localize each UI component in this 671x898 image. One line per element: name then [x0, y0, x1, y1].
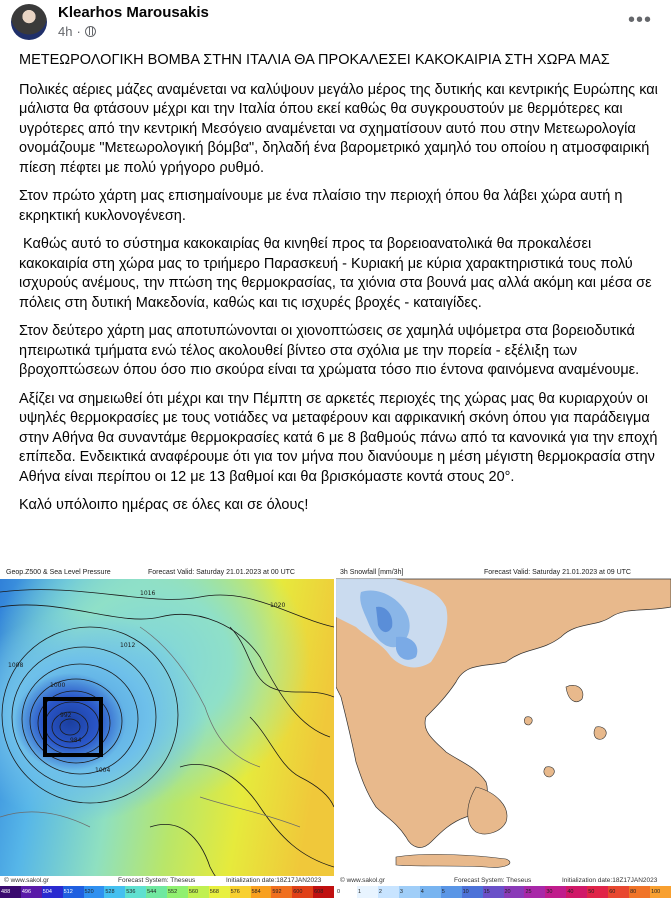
scale-swatch: 25 — [524, 886, 545, 898]
scale-swatch: 100 — [650, 886, 671, 898]
scale-swatch: 504 — [42, 886, 63, 898]
scale-swatch: 560 — [188, 886, 209, 898]
pressure-map-image[interactable] — [0, 567, 334, 898]
scale-swatch: 1 — [357, 886, 378, 898]
scale-swatch: 0 — [336, 886, 357, 898]
scale-swatch: 600 — [292, 886, 313, 898]
post-paragraph: Καλό υπόλοιπο ημέρας σε όλες και σε όλους! — [19, 497, 309, 513]
post-paragraph: Αξίζει να σημειωθεί ότι μέχρι και την Πέμπτη σε αρκετές περιοχές της χώρας μας θα κυριαρχούν οι υψηλές θερμοκρασίες με τους νοτιάδες να μεταφέρουν και αφρικανική σκόνη όπου για παράδειγμα στην Αθήνα θα συναντάμε θερμοκρασίες κατά 6 με 8 βαθμούς πάνω από τα κανονικά για την εποχή επίπεδα. Ενδεικτικά αναφέρουμε ότι για τον μήνα που διανύουμε η μέση μέγιστη θερμοκρασία στην Αθήνα είναι περίπου οι 12 με 13 βαθμοί και θα βρισκόμαστε κοντά στους 20°. — [19, 390, 658, 485]
post-images[interactable] — [0, 567, 671, 898]
scale-swatch: 4 — [420, 886, 441, 898]
post-paragraph: Πολικές αέριες μάζες αναμένεται να καλύψουν μεγάλο μέρος της δυτικής και κεντρικής Ευρώπης και μάλιστα θα φτάσουν μέχρι και την Ιταλία όπου εκεί καθώς θα συγκρουστούν με θερμότερες και υγρότερες από την κεντρική Μεσόγειο αναμένεται να σχηματίσουν αυτό που στην Μετεωρολογία ονομάζουμε "Μετεωρολογική βόμβα", δηλαδή ένα βαρομετρικό χαμηλό του οποίου η ατμοσφαιρική πίεση πέφτει με πολύ γρήγορο ρυθμό. — [19, 81, 658, 176]
more-options-icon[interactable]: ••• — [628, 9, 653, 31]
post-header — [0, 0, 671, 46]
avatar[interactable] — [11, 4, 47, 40]
post-paragraph: Στον πρώτο χάρτη μας επισημαίνουμε με ένα πλαίσιο την περιοχή όπου θα λάβει χώρα αυτή η εκρηκτική κυκλονογένεση. — [19, 188, 623, 224]
post-text — [19, 51, 659, 525]
scale-swatch: 15 — [483, 886, 504, 898]
snowfall-map-image[interactable] — [336, 567, 671, 898]
map-footer: © www.sakol.gr Forecast System: Theseus Initialization date:18Z17JAN2023 — [0, 876, 334, 886]
scale-swatch: 496 — [21, 886, 42, 898]
color-scale — [0, 886, 334, 898]
scale-swatch: 568 — [209, 886, 230, 898]
scale-swatch: 488 — [0, 886, 21, 898]
isobar-label: 1008 — [8, 662, 24, 669]
scale-swatch: 520 — [84, 886, 105, 898]
scale-swatch: 10 — [462, 886, 483, 898]
isobar-label: 1012 — [120, 642, 136, 649]
map-valid-time: Forecast Valid: Saturday 21.01.2023 at 09 UTC — [484, 569, 631, 576]
map-footer: © www.sakol.gr Forecast System: Theseus Initialization date:18Z17JAN2023 — [336, 876, 671, 886]
scale-swatch: 512 — [63, 886, 84, 898]
scale-swatch: 536 — [125, 886, 146, 898]
isobar-label: 1016 — [140, 590, 156, 597]
scale-swatch: 528 — [104, 886, 125, 898]
greece-map — [336, 567, 671, 898]
scale-swatch: 40 — [566, 886, 587, 898]
color-scale — [336, 886, 671, 898]
isobar-label: 992 — [60, 712, 72, 719]
scale-swatch: 584 — [251, 886, 272, 898]
author-name[interactable]: Klearhos Marousakis — [58, 4, 209, 21]
post-meta: 4h · — [58, 24, 96, 39]
scale-swatch: 2 — [378, 886, 399, 898]
scale-swatch: 60 — [608, 886, 629, 898]
scale-swatch: 20 — [504, 886, 525, 898]
scale-swatch: 608 — [313, 886, 334, 898]
globe-icon — [85, 26, 96, 37]
scale-swatch: 80 — [629, 886, 650, 898]
isobar-label: 1000 — [50, 682, 66, 689]
cyclogenesis-box — [43, 697, 103, 757]
scale-swatch: 544 — [146, 886, 167, 898]
scale-swatch: 50 — [587, 886, 608, 898]
map-title: 3h Snowfall [mm/3h] — [340, 569, 404, 576]
scale-swatch: 576 — [230, 886, 251, 898]
isobar-label: 984 — [70, 737, 82, 744]
scale-swatch: 592 — [271, 886, 292, 898]
isobar-label: 1004 — [95, 767, 111, 774]
scale-swatch: 30 — [545, 886, 566, 898]
post-paragraph: Στον δεύτερο χάρτη μας αποτυπώνονται οι χιονοπτώσεις σε χαμηλά υψόμετρα στα βορειοδυτικά ηπειρωτικά τμήματα ενώ τέλος ακολουθεί βίντεο στα σχόλια με την πορεία - εξέλιξη των βροχοπτώσεων όπου όσο πιο σκούρα είναι τα χρώματα τόσο πιο έντονα φαινόμενα αναμένουμε. — [19, 323, 640, 378]
post-time[interactable]: 4h — [58, 24, 73, 39]
post-paragraph: Καθώς αυτό το σύστημα κακοκαιρίας θα κινηθεί προς τα βορειοανατολικά θα προκαλέσει κακοκαιρία στη χώρα μας το τριήμερο Παρασκευή - Κυριακή με κύρια χαρακτηριστικά τους πολύ ισχυρούς ανέμους, την πτώση της θερμοκρασίας, τα χιόνια στα βουνά μας αλλά ακόμη και μέσα σε πόλεις στη δυτική Μακεδονία, καθώς και τις ισχυρές βροχές - καταιγίδες. — [19, 236, 656, 311]
post-title: ΜΕΤΕΩΡΟΛΟΓΙΚΗ ΒΟΜΒΑ ΣΤΗΝ ΙΤΑΛΙΑ ΘΑ ΠΡΟΚΑΛΕΣΕΙ ΚΑΚΟΚΑΙΡΙΑ ΣΤΗ ΧΩΡΑ ΜΑΣ — [19, 52, 610, 68]
map-valid-time: Forecast Valid: Saturday 21.01.2023 at 00 UTC — [148, 569, 295, 576]
isobar-label: 1020 — [270, 602, 286, 609]
map-title: Geop.Z500 & Sea Level Pressure — [6, 569, 111, 576]
scale-swatch: 552 — [167, 886, 188, 898]
scale-swatch: 3 — [399, 886, 420, 898]
scale-swatch: 5 — [441, 886, 462, 898]
